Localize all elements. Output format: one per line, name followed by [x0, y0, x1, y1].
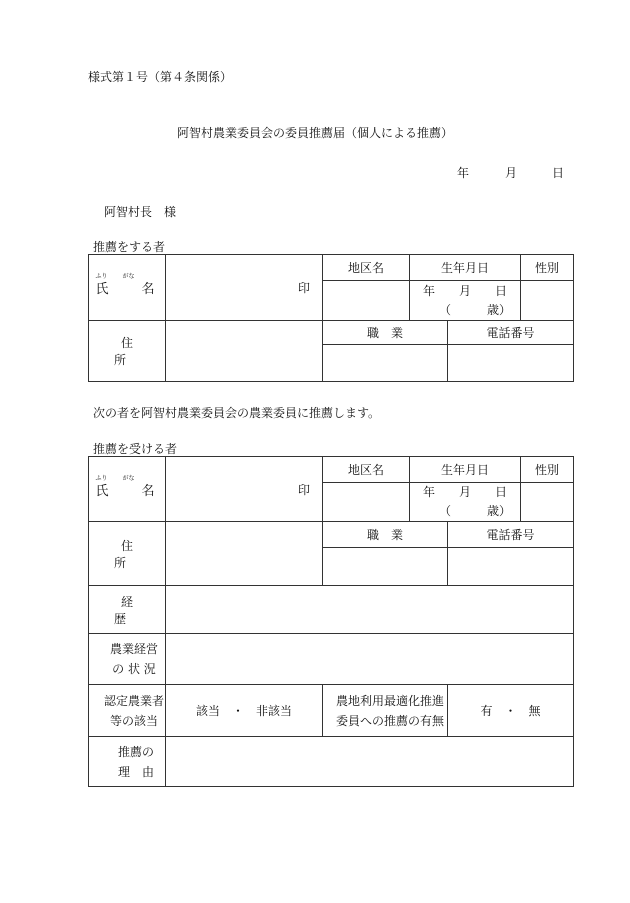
nominee-birthdate-header: 生年月日	[410, 457, 521, 483]
nominee-occupation-header: 職 業	[323, 522, 448, 548]
recommender-birthdate-input[interactable]	[410, 281, 521, 321]
nominee-address-input[interactable]	[166, 522, 323, 586]
recommender-phone-input[interactable]	[448, 345, 574, 382]
recommender-district-header: 地区名	[323, 255, 410, 281]
form-number-label: 様式第１号（第４条関係）	[88, 70, 233, 84]
nominee-age-line: （ 歳）	[439, 504, 512, 518]
nominee-section-label: 推薦を受ける者	[93, 442, 178, 456]
recommender-age-line: （ 歳）	[439, 302, 512, 317]
nominee-optimization-label-cell	[323, 685, 448, 737]
recommender-address-label-cell	[89, 321, 174, 382]
nominee-name-label-cell	[89, 457, 166, 522]
nominee-farm-status-label-2: の 状 況	[112, 662, 156, 676]
nominee-career-label-cell	[89, 586, 174, 634]
nominee-reason-label-cell	[89, 737, 166, 787]
nominee-name-ruby-2: がな	[122, 474, 135, 482]
date-day: 日	[552, 166, 565, 180]
recommender-name-ruby-1: ふり	[95, 273, 108, 280]
recommender-address-label: 住 所	[113, 336, 174, 367]
recommender-sex-input[interactable]	[521, 281, 574, 321]
nominee-reason-input[interactable]	[166, 737, 574, 787]
recommender-address-input[interactable]	[166, 321, 323, 382]
nominee-reason-label-2: 理 由	[117, 764, 154, 779]
document-title: 阿智村農業委員会の委員推薦届（個人による推薦）	[176, 126, 453, 140]
nominee-optimization-options[interactable]: 有 ・ 無	[448, 685, 574, 737]
nominee-career-input[interactable]	[166, 586, 574, 634]
date-month: 月	[505, 166, 518, 180]
nominee-certified-options[interactable]: 該当 ・ 非該当	[166, 685, 323, 737]
nominee-optimization-label-1: 農地利用最適化推進	[335, 693, 444, 708]
nominee-birthdate-line: 年 月 日	[423, 485, 508, 499]
nominee-sex-input[interactable]	[521, 483, 574, 522]
nominee-table	[88, 456, 574, 787]
recommender-name-label: 氏 名	[95, 282, 165, 297]
nominee-reason-label-1: 推薦の	[117, 744, 154, 759]
nominee-birthdate-input[interactable]	[410, 483, 521, 522]
nominee-address-label-cell	[89, 522, 174, 586]
nominee-certified-label-cell	[89, 685, 166, 737]
nominee-phone-header: 電話番号	[448, 522, 574, 548]
recommender-name-input[interactable]	[166, 255, 323, 321]
nominee-seal-mark: 印	[297, 483, 310, 497]
recommender-section-label: 推薦をする者	[93, 240, 166, 254]
nominee-district-header: 地区名	[323, 457, 410, 483]
recommender-name-ruby-2: がな	[122, 273, 135, 280]
nominee-district-input[interactable]	[323, 483, 410, 522]
nominee-sex-header: 性別	[521, 457, 574, 483]
nominee-farm-status-input[interactable]	[166, 634, 574, 685]
nominee-name-ruby-1: ふり	[95, 474, 108, 482]
nominee-address-label: 住 所	[113, 538, 174, 570]
recommender-birthdate-line: 年 月 日	[423, 283, 508, 298]
recommender-seal-mark: 印	[297, 281, 310, 295]
recommender-sex-header: 性別	[521, 255, 574, 281]
recommender-birthdate-header: 生年月日	[410, 255, 521, 281]
nominee-farm-status-label-1: 農業経営	[109, 642, 158, 656]
nominee-farm-status-label-cell	[89, 634, 166, 685]
nominee-phone-input[interactable]	[448, 548, 574, 586]
recommender-occupation-input[interactable]	[323, 345, 448, 382]
nominee-career-label: 経 歴	[113, 594, 174, 626]
recommender-phone-header: 電話番号	[448, 321, 574, 345]
addressee: 阿智村長 様	[104, 205, 177, 219]
recommender-district-input[interactable]	[323, 281, 410, 321]
nominee-name-input[interactable]	[166, 457, 323, 522]
recommendation-statement: 次の者を阿智村農業委員会の農業委員に推薦します。	[93, 406, 381, 420]
date-year: 年	[457, 166, 470, 180]
nominee-occupation-input[interactable]	[323, 548, 448, 586]
recommender-occupation-header: 職 業	[323, 321, 448, 345]
nominee-certified-label-2: 等の該当	[109, 713, 158, 728]
nominee-certified-label-1: 認定農業者	[103, 693, 164, 708]
recommender-table	[88, 254, 574, 382]
nominee-name-label: 氏 名	[95, 483, 165, 499]
nominee-optimization-label-2: 委員への推薦の有無	[335, 713, 444, 728]
recommender-name-label-cell	[89, 255, 166, 321]
